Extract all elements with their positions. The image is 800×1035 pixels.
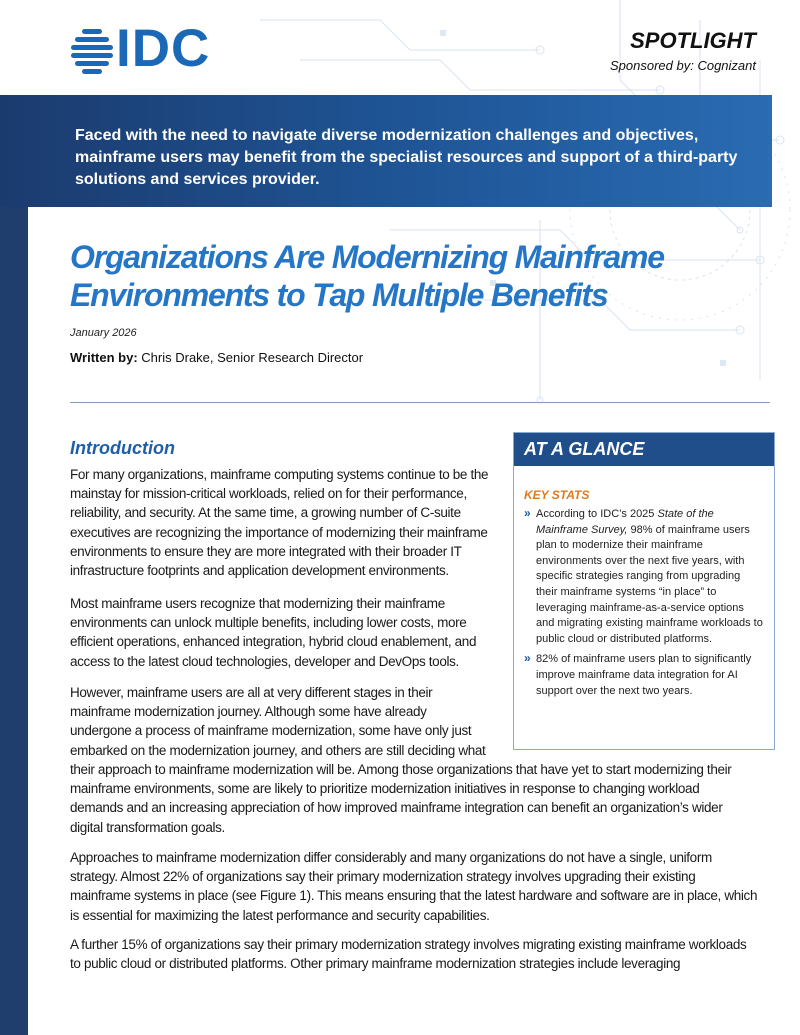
paragraph-5 xyxy=(70,935,770,973)
text-line: undergone a process of mainframe modernization, some have only just xyxy=(70,723,472,739)
text-line: strategy. Almost 22% of organizations say their primary modernization strategy involves upgrading their existing xyxy=(70,869,696,885)
text-line: digital transformation goals. xyxy=(70,819,225,835)
text-line: demands and an increasing appreciation of how improved mainframe integration can benefit an organization’s wider xyxy=(70,800,723,816)
title-line-2: Environments to Tap Multiple Benefits xyxy=(70,277,608,313)
text-line: their approach to mainframe modernization will be. Among those organizations that have yet to start modernizing their xyxy=(70,762,732,777)
key-stat-1 xyxy=(524,507,764,647)
idc-globe-icon xyxy=(70,28,114,74)
glance-heading: AT A GLANCE xyxy=(514,433,774,466)
spotlight-header xyxy=(610,28,756,73)
text-line: However, mainframe users are all at very different stages in their xyxy=(70,685,433,700)
page-title xyxy=(70,238,770,314)
paragraph-3-bottom xyxy=(70,760,770,837)
introduction-heading: Introduction xyxy=(70,438,175,458)
at-a-glance-box xyxy=(513,432,775,750)
stat1-survey-name: State of the Mainframe Survey, xyxy=(536,508,714,536)
text-line: infrastructure footprints and application development environments. xyxy=(70,563,449,579)
text-line: environments to ensure they are more integrated with their broader IT xyxy=(70,543,462,559)
title-line-1: Organizations Are Modernizing Mainframe xyxy=(70,239,664,275)
text-line: environments can unlock multiple benefits, including lower costs, more xyxy=(70,615,467,631)
text-line: mainframe environments, some are likely to prioritize modernization initiatives in response to changing workload xyxy=(70,781,700,797)
left-accent-band xyxy=(0,95,28,1035)
double-chevron-icon: » xyxy=(524,506,531,520)
text-line: embarked on the modernization journey, and others are still deciding what xyxy=(70,742,486,758)
stat1-prefix: According to IDC’s 2025 xyxy=(536,508,658,520)
logo-wordmark: IDC xyxy=(116,19,211,78)
paragraph-1 xyxy=(70,465,502,580)
author-name: Chris Drake, Senior Research Director xyxy=(141,350,364,365)
text-line: mainframe systems in place (see Figure 1). This means ensuring that the latest hardware and software are in place, which xyxy=(70,888,758,904)
double-chevron-icon: » xyxy=(524,651,531,666)
idc-logo xyxy=(70,19,212,78)
banner-text: Faced with the need to navigate diverse modernization challenges and objectives, mainframe users may benefit from the specialist resources and support of a third-party solutions and services provider. xyxy=(75,127,738,188)
written-by-label: Written by: xyxy=(70,350,138,365)
text-line: reliability, and security. At the same time, a growing number of C-suite xyxy=(70,505,461,521)
summary-banner xyxy=(0,95,772,207)
spotlight-label: SPOTLIGHT xyxy=(630,28,756,53)
sponsor-line: Sponsored by: Cognizant xyxy=(610,58,756,73)
stat1-rest: 98% of mainframe users plan to modernize their mainframe environments over the next five years, with specific strategies ranging from upgrading their mainframe systems “in place” to leveraging mainframe-as-a-service options and migrating existing mainframe workloads to public cloud or distributed platforms. xyxy=(536,523,763,645)
key-stats-heading: KEY STATS xyxy=(524,488,590,502)
text-line: executives are recognizing the importance of modernizing their mainframe xyxy=(70,524,488,540)
stat2-text: 82% of mainframe users plan to significantly improve mainframe data integration for AI support over the next two years. xyxy=(536,653,752,697)
paragraph-4 xyxy=(70,848,770,925)
text-line: is essential for maximizing the latest performance and security capabilities. xyxy=(70,907,490,923)
paragraph-3-top xyxy=(70,683,502,760)
text-line: to public cloud or distributed platforms. Other primary mainframe modernization strategies include leveraging xyxy=(70,956,681,972)
key-stat-2 xyxy=(524,652,764,699)
text-line: Approaches to mainframe modernization differ considerably and many organizations do not have a single, uniform xyxy=(70,850,712,865)
paragraph-2 xyxy=(70,594,502,671)
text-line: For many organizations, mainframe computing systems continue to be the xyxy=(70,467,489,482)
author-line xyxy=(70,350,363,365)
text-line: mainframe modernization journey. Although some have already xyxy=(70,704,427,720)
divider-rule xyxy=(70,402,770,403)
text-line: A further 15% of organizations say their primary modernization strategy involves migrating existing mainframe workloads xyxy=(70,937,747,952)
text-line: access to the latest cloud technologies, developer and DevOps tools. xyxy=(70,653,459,669)
text-line: mainstay for mission-critical workloads, relied on for their performance, xyxy=(70,486,467,502)
text-line: efficient operations, enhanced integration, hybrid cloud enablement, and xyxy=(70,634,477,650)
text-line: Most mainframe users recognize that modernizing their mainframe xyxy=(70,596,445,611)
publication-date: January 2026 xyxy=(70,327,137,339)
